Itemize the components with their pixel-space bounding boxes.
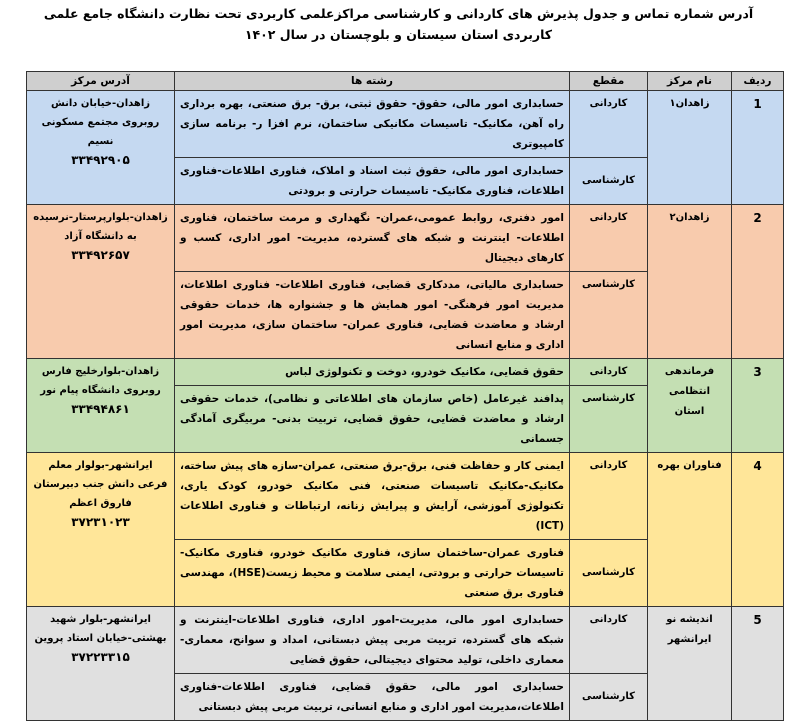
degree-kardani: کاردانی <box>570 91 648 158</box>
center-address-cell <box>27 607 175 721</box>
center-name: اندیشه نو ایرانشهر <box>648 607 732 721</box>
center-phone: ۳۷۲۳۱۰۲۳ <box>71 515 130 529</box>
fields-kardani: حسابداری امور مالی، حقوق- حقوق ثبتی، برق- برق صنعتی، بهره برداری راه آهن، مکانیک- تاسیسات مکانیکی ساختمان، نرم افزا ر- برنامه سازی کامپیوتری <box>175 91 570 158</box>
table-row <box>27 359 784 386</box>
center-phone: ۳۷۲۲۳۳۱۵ <box>71 650 130 664</box>
center-phone: ۳۳۴۹۴۸۶۱ <box>71 402 130 416</box>
header-fields: رشته ها <box>175 72 570 91</box>
center-address-cell <box>27 91 175 205</box>
center-address-cell <box>27 205 175 359</box>
fields-karshenasi: پدافند غیرعامل (خاص سازمان های اطلاعاتی و نظامی)، خدمات حقوقی ارشاد و معاضدت قضایی، حقوق قضایی، تربیت بدنی- مربیگری آمادگی جسمانی <box>175 386 570 453</box>
table-row <box>27 453 784 540</box>
center-address-cell <box>27 453 175 607</box>
degree-karshenasi: کارشناسی <box>570 674 648 721</box>
row-number: 4 <box>732 453 784 607</box>
center-address: زاهدان-بلوارپرستار-نرسیده به دانشگاه آزاد <box>33 212 168 242</box>
row-number: 5 <box>732 607 784 721</box>
center-phone: ۳۳۴۹۲۹۰۵ <box>71 153 130 167</box>
degree-karshenasi: کارشناسی <box>570 386 648 453</box>
center-address: ایرانشهر-بولوار معلم فرعی دانش جنب دبیرستان فاروق اعظم <box>33 460 168 509</box>
center-address: زاهدان-خیابان دانش روبروی مجتمع مسکونی نسیم <box>41 98 160 147</box>
center-name: زاهدان۲ <box>648 205 732 359</box>
row-number: 1 <box>732 91 784 205</box>
fields-karshenasi: حسابداری مالیاتی، مددکاری قضایی، فناوری اطلاعات- فناوری اطلاعات، مدیریت امور فرهنگی- امور همایش ها و جشنواره ها، خدمات حقوقی ارشاد و معاضدت قضایی، فناوری عمران- ساختمان سازی، مدیریت امور اداری و منابع انسانی <box>175 272 570 359</box>
title-line-1: آدرس شماره تماس و جدول پذیرش های کاردانی و کارشناسی مراکزعلمی کاربردی تحت نظارت دانشگاه جامع علمی <box>43 6 754 21</box>
title-line-2: کاربردی استان سیستان و بلوچستان در سال ۱۴۰۲ <box>244 27 553 42</box>
degree-kardani: کاردانی <box>570 359 648 386</box>
admission-table <box>26 71 784 721</box>
center-phone: ۳۳۴۹۲۶۵۷ <box>71 248 130 262</box>
page-title <box>0 0 797 45</box>
header-address: آدرس مرکز <box>27 72 175 91</box>
center-address: ایرانشهر-بلوار شهید بهشتی-خیابان استاد پروین <box>34 614 167 644</box>
fields-karshenasi: حسابداری امور مالی، حقوق ثبت اسناد و املاک، فناوری اطلاعات-فناوری اطلاعات، فناوری مکانیک- تاسیسات حرارتی و برودتی <box>175 158 570 205</box>
fields-karshenasi: حسابداری امور مالی، حقوق قضایی، فناوری اطلاعات-فناوری اطلاعات،مدیریت امور اداری و منابع انسانی، تربیت مربی پیش دبستانی <box>175 674 570 721</box>
fields-kardani: حقوق قضایی، مکانیک خودرو، دوخت و تکنولوژی لباس <box>175 359 570 386</box>
degree-karshenasi: کارشناسی <box>570 272 648 359</box>
row-number: 3 <box>732 359 784 453</box>
row-number: 2 <box>732 205 784 359</box>
header-row <box>27 72 784 91</box>
table-row <box>27 607 784 674</box>
fields-kardani: ایمنی کار و حفاظت فنی، برق-برق صنعتی، عمران-سازه های پیش ساخته، مکانیک-مکانیک تاسیسات صنعتی، فنی مکانیک خودرو، کودک یاری، تکنولوژی آموزشی، آرایش و پیرایش زنانه، ارتباطات و فناوری اطلاعات (ICT) <box>175 453 570 540</box>
fields-kardani: امور دفتری، روابط عمومی،عمران- نگهداری و مرمت ساختمان، فناوری اطلاعات- اینترنت و شبکه های گسترده، مدیریت- امور اداری، کسب و کارهای دیجیتال <box>175 205 570 272</box>
degree-karshenasi: کارشناسی <box>570 540 648 607</box>
center-address-cell <box>27 359 175 453</box>
center-name: زاهدان۱ <box>648 91 732 205</box>
center-name: فناوران بهره <box>648 453 732 607</box>
fields-karshenasi: فناوری عمران-ساختمان سازی، فناوری مکانیک خودرو، فناوری مکانیک-تاسیسات حرارتی و برودتی، ایمنی سلامت و محیط زیست(HSE)، مهندسی فناوری برق صنعتی <box>175 540 570 607</box>
degree-karshenasi: کارشناسی <box>570 158 648 205</box>
degree-kardani: کاردانی <box>570 205 648 272</box>
header-degree: مقطع <box>570 72 648 91</box>
fields-kardani: حسابداری امور مالی، مدیریت-امور اداری، فناوری اطلاعات-اینترنت و شبکه های گسترده، تربیت مربی پیش دبستانی، امداد و سوانح، معماری-معماری داخلی، تولید محتوای دیجیتالی، حقوق قضایی <box>175 607 570 674</box>
table-row <box>27 91 784 158</box>
center-name: فرماندهی انتظامی استان <box>648 359 732 453</box>
degree-kardani: کاردانی <box>570 607 648 674</box>
degree-kardani: کاردانی <box>570 453 648 540</box>
table-row <box>27 205 784 272</box>
header-row-number: ردیف <box>732 72 784 91</box>
center-address: زاهدان-بلوارخلیج فارس روبروی دانشگاه پیام نور <box>40 366 161 396</box>
header-center-name: نام مرکز <box>648 72 732 91</box>
